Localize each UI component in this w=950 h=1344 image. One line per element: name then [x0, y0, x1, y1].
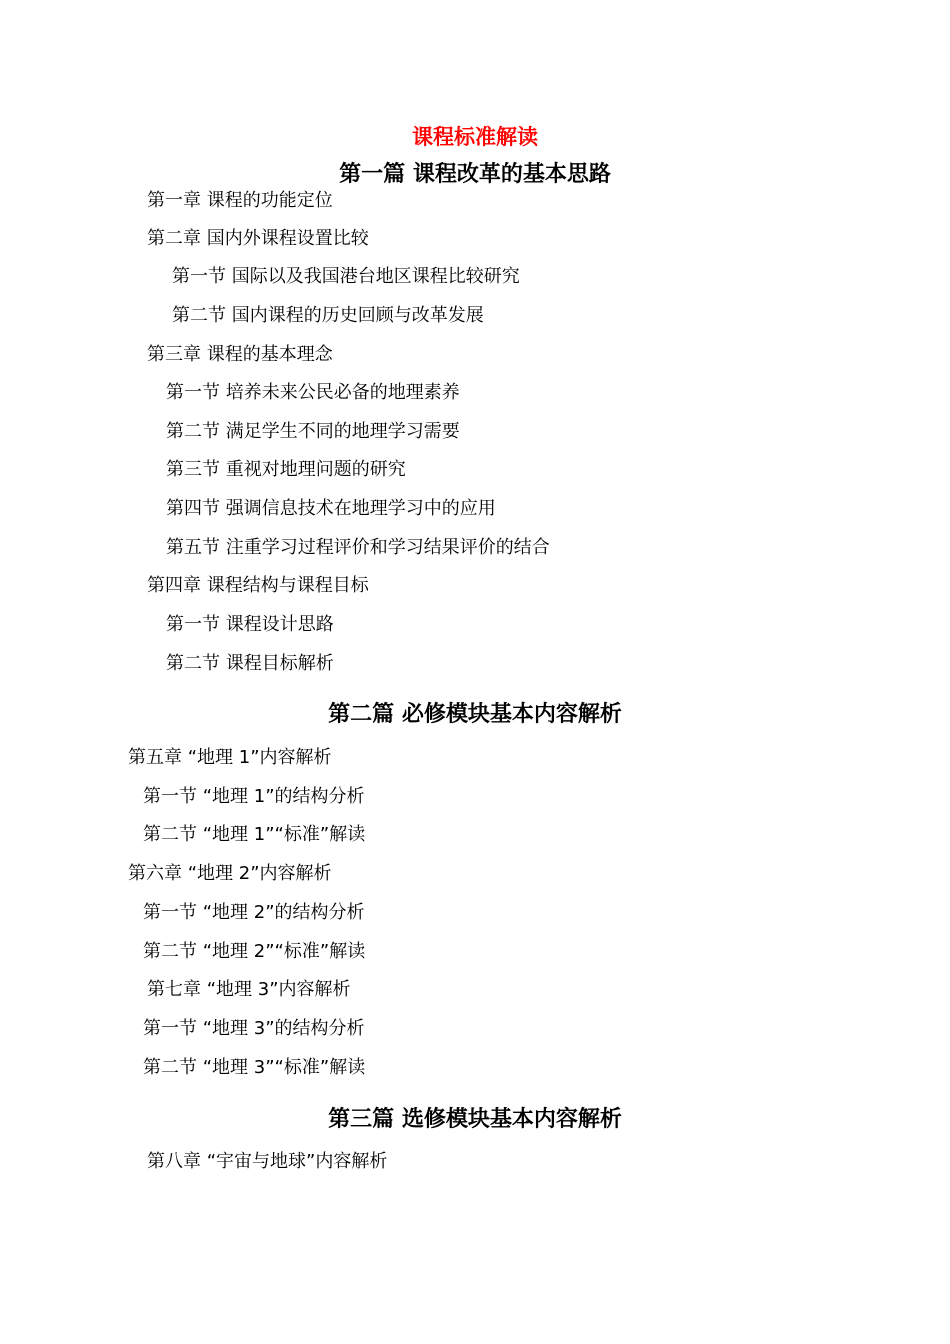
toc-chapter-1: 第一章 课程的功能定位 — [147, 190, 333, 211]
document-title: 课程标准解读 — [412, 125, 538, 149]
toc-section-5-2: 第二节 “地理 1”“标准”解读 — [143, 824, 366, 845]
toc-chapter-6: 第六章 “地理 2”内容解析 — [128, 863, 332, 884]
toc-chapter-4: 第四章 课程结构与课程目标 — [147, 575, 369, 596]
toc-section-3-3: 第三节 重视对地理问题的研究 — [166, 459, 406, 480]
toc-chapter-8: 第八章 “宇宙与地球”内容解析 — [147, 1151, 388, 1172]
toc-section-3-4: 第四节 强调信息技术在地理学习中的应用 — [166, 498, 496, 519]
toc-chapter-2: 第二章 国内外课程设置比较 — [147, 228, 369, 249]
toc-section-3-1: 第一节 培养未来公民必备的地理素养 — [166, 382, 460, 403]
toc-section-3-5: 第五节 注重学习过程评价和学习结果评价的结合 — [166, 537, 550, 558]
toc-chapter-3: 第三章 课程的基本理念 — [147, 344, 333, 365]
toc-section-4-1: 第一节 课程设计思路 — [166, 614, 334, 635]
toc-section-3-2: 第二节 满足学生不同的地理学习需要 — [166, 421, 460, 442]
toc-section-2-1: 第一节 国际以及我国港台地区课程比较研究 — [172, 266, 520, 287]
toc-section-6-1: 第一节 “地理 2”的结构分析 — [143, 902, 365, 923]
toc-section-7-2: 第二节 “地理 3”“标准”解读 — [143, 1057, 366, 1078]
toc-section-5-1: 第一节 “地理 1”的结构分析 — [143, 786, 365, 807]
toc-chapter-5: 第五章 “地理 1”内容解析 — [128, 747, 332, 768]
toc-section-6-2: 第二节 “地理 2”“标准”解读 — [143, 941, 366, 962]
toc-chapter-7: 第七章 “地理 3”内容解析 — [147, 979, 351, 1000]
toc-section-4-2: 第二节 课程目标解析 — [166, 653, 334, 674]
part-heading-3: 第三篇 选修模块基本内容解析 — [328, 1107, 622, 1132]
toc-section-7-1: 第一节 “地理 3”的结构分析 — [143, 1018, 365, 1039]
part-heading-1: 第一篇 课程改革的基本思路 — [339, 162, 611, 187]
toc-section-2-2: 第二节 国内课程的历史回顾与改革发展 — [172, 305, 484, 326]
part-heading-2: 第二篇 必修模块基本内容解析 — [328, 702, 622, 727]
